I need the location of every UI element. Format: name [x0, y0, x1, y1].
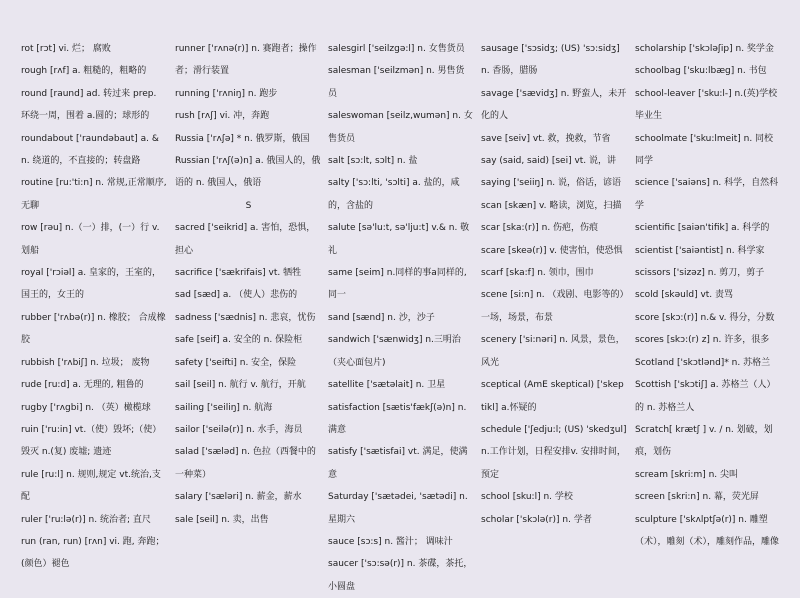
- word-entry: scholar ['skɔlə(r)] n. 学者: [481, 514, 592, 525]
- word-entry: royal ['rɔiəl] a. 皇家的，王室的，国王的，女王的: [21, 268, 161, 301]
- word-entry: sand [sænd] n. 沙，沙子: [328, 312, 435, 323]
- word-entry: rot [rɔt] vi. 烂； 腐败: [21, 44, 111, 54]
- word-entry: roundabout ['raundəbaut] a. & n. 绕道的，不直接的；转盘路: [21, 133, 159, 167]
- section-letter: S: [245, 200, 252, 211]
- word-entry: satisfaction [sætis'fækʃ(ə)n] n. 满意: [328, 402, 467, 435]
- word-entry: running ['rʌniŋ] n. 跑步: [175, 88, 278, 99]
- word-entry: sad [sæd] a. （使人）悲伤的: [175, 290, 298, 301]
- word-entry: ruin ['ru:in] vt.（使）毁坏;（使）毁灭 n.(复) 废墟; 遗迹: [21, 424, 162, 458]
- word-entry: scold [skəuld] vt. 责骂: [635, 290, 734, 301]
- word-entry: saying ['seiiŋ] n. 说，俗话，谚语: [481, 178, 622, 189]
- word-entry: routine [ru:'ti:n] n. 常规,正常顺序,无聊: [21, 178, 167, 211]
- word-entry: scarf [ska:f] n. 领巾，围巾: [481, 268, 594, 279]
- word-entry: salad ['sæləd] n. 色拉（西餐中的一种菜）: [175, 447, 316, 480]
- word-entry: sandwich ['sænwidʒ] n.三明治（夹心面包片): [328, 335, 461, 368]
- word-entry: salute [sə'lu:t, sə'lju:t] v.& n. 敬礼: [328, 223, 470, 256]
- word-entry: sailor ['seilə(r)] n. 水手，海员: [175, 424, 303, 435]
- word-entry: sailing ['seiliŋ] n. 航海: [175, 402, 273, 413]
- word-entry: rush [rʌʃ] vi. 冲，奔跑: [175, 111, 270, 122]
- word-entry: scare [skeə(r)] v. 使害怕，使恐惧: [481, 245, 623, 256]
- word-entry: Scottish ['skɔtiʃ] a. 苏格兰（人）的 n. 苏格兰人: [635, 380, 776, 413]
- word-entry: scientist ['saiəntist] n. 科学家: [635, 245, 765, 256]
- word-entry: scene [si:n] n. （戏剧、电影等的）一场，场景，布景: [481, 290, 625, 323]
- word-entry: Scratch[ krætʃ ] v. / n. 划破，划痕，划伤: [635, 424, 773, 458]
- word-entry: sacred ['seikrid] a. 害怕，恐惧，担心: [175, 223, 316, 256]
- word-entry: schoolbag ['sku:lbæg] n. 书包: [635, 66, 767, 77]
- word-entry: scream [skri:m] n. 尖叫: [635, 469, 739, 480]
- word-entry: scores [skɔ:(r) z] n. 许多，很多: [635, 335, 770, 346]
- word-entry: rude [ru:d] a. 无理的, 粗鲁的: [21, 380, 144, 391]
- word-entry: rough [rʌf] a. 粗糙的，粗略的: [21, 66, 147, 77]
- word-entry: ruler ['ru:lə(r)] n. 统治者; 直尺: [21, 514, 151, 525]
- word-entry: salesman ['seilzmən] n. 男售货员: [328, 66, 465, 99]
- word-entry: row [rəu] n.（一）排，(一）行 v.划船: [21, 223, 160, 256]
- word-entry: schedule ['ʃedju:l; (US) 'skedʒul] n.工作计划，日程安排v. 安排时间，预定: [481, 424, 627, 480]
- word-entry: science ['saiəns] n. 科学，自然科学: [635, 178, 779, 211]
- word-entry: salary ['sæləri] n. 薪金，薪水: [175, 492, 302, 503]
- word-entry: Scotland ['skɔtlənd]* n. 苏格兰: [635, 357, 771, 368]
- word-entry: safety ['seifti] n. 安全，保险: [175, 357, 297, 368]
- word-entry: saleswoman [seilz,wumən] n. 女售货员: [328, 111, 473, 144]
- word-entry: salty ['sɔ:lti, 'sɔlti] a. 盐的，咸的，含盐的: [328, 178, 460, 211]
- word-entry: rubber ['rʌbə(r)] n. 橡胶； 合成橡胶: [21, 312, 166, 346]
- word-entry: say (said, said) [sei] vt. 说，讲: [481, 156, 617, 167]
- word-entry: school [sku:l] n. 学校: [481, 492, 573, 503]
- word-entry: school-leaver ['sku:l-] n.(英)学校毕业生: [635, 88, 778, 122]
- word-entry: salt [sɔ:lt, sɔlt] n. 盐: [328, 156, 418, 167]
- word-entry: score [skɔ:(r)] n.& v. 得分，分数: [635, 312, 775, 323]
- word-entry: rubbish ['rʌbiʃ] n. 垃圾； 废物: [21, 357, 150, 368]
- word-entry: salesgirl ['seilzgə:l] n. 女售货员: [328, 44, 465, 54]
- word-column-4: [481, 38, 627, 531]
- word-entry: runner ['rʌnə(r)] n. 赛跑者；操作者；滑行装置: [175, 44, 317, 77]
- word-entry: Saturday ['sætədei, 'sætədi] n. 星期六: [328, 492, 468, 525]
- word-entry: scientific [saiən'tifik] a. 科学的: [635, 223, 770, 234]
- word-column-3: [328, 38, 473, 598]
- word-entry: satisfy ['sætisfai] vt. 满足，使满意: [328, 447, 468, 480]
- word-entry: satellite ['sætəlait] n. 卫星: [328, 380, 446, 391]
- word-entry: screen [skri:n] n. 幕，荧光屏: [635, 492, 759, 503]
- word-entry: save [seiv] vt. 救，挽救，节省: [481, 133, 611, 144]
- word-entry: rugby ['rʌgbi] n. （英）橄榄球: [21, 402, 151, 413]
- word-entry: savage ['sævidʒ] n. 野蛮人，未开化的人: [481, 88, 627, 122]
- word-column-2: [175, 38, 322, 531]
- word-entry: sceptical (AmE skeptical) ['skeptikl] a.怀疑的: [481, 380, 624, 413]
- word-entry: sacrifice ['sækrifais] vt. 牺牲: [175, 268, 302, 279]
- word-entry: sadness ['sædnis] n. 悲哀，忧伤: [175, 312, 316, 323]
- word-entry: saucer ['sɔ:sə(r)] n. 茶碟，茶托，小圆盘: [328, 559, 473, 592]
- word-entry: scenery ['si:nəri] n. 风景，景色，风光: [481, 335, 625, 368]
- word-entry: sculpture ['skʌlptʃə(r)] n. 雕塑（术），雕刻（术），雕刻作品，雕像: [635, 514, 780, 547]
- word-entry: same [seim] n.同样的事a同样的,同一: [328, 268, 467, 301]
- word-entry: safe [seif] a. 安全的 n. 保险柜: [175, 335, 303, 346]
- word-entry: Russia ['rʌʃə] * n. 俄罗斯，俄国: [175, 133, 310, 144]
- word-column-5: [635, 38, 781, 553]
- word-entry: scan [skæn] v. 略读，浏览，扫描: [481, 200, 622, 211]
- word-entry: scar [ska:(r)] n. 伤疤，伤痕: [481, 223, 599, 234]
- word-column-1: [21, 38, 167, 576]
- word-entry: run (ran, run) [rʌn] vi. 跑, 奔跑；(颜色）褪色: [21, 536, 165, 570]
- word-entry: round [raund] ad. 转过来 prep. 环绕一周，围着 a.圆的；球形的: [21, 88, 157, 122]
- word-entry: sail [seil] n. 航行 v. 航行，开航: [175, 380, 306, 391]
- word-entry: sauce [sɔ:s] n. 酱汁； 调味汁: [328, 536, 453, 547]
- word-entry: Russian ['rʌʃ(ə)n] a. 俄国人的，俄语的 n. 俄国人，俄语: [175, 156, 321, 189]
- word-entry: sale [seil] n. 卖，出售: [175, 514, 269, 525]
- word-entry: schoolmate ['sku:lmeit] n. 同校同学: [635, 133, 774, 167]
- word-entry: sausage ['sɔsidʒ; (US) 'sɔ:sidʒ] n. 香肠，腊肠: [481, 44, 620, 77]
- word-entry: rule [ru:l] n. 规则,规定 vt.统治,支配: [21, 469, 161, 503]
- word-entry: scissors ['sizəz] n. 剪刀，剪子: [635, 268, 765, 279]
- word-entry: scholarship ['skɔləʃip] n. 奖学金: [635, 44, 774, 54]
